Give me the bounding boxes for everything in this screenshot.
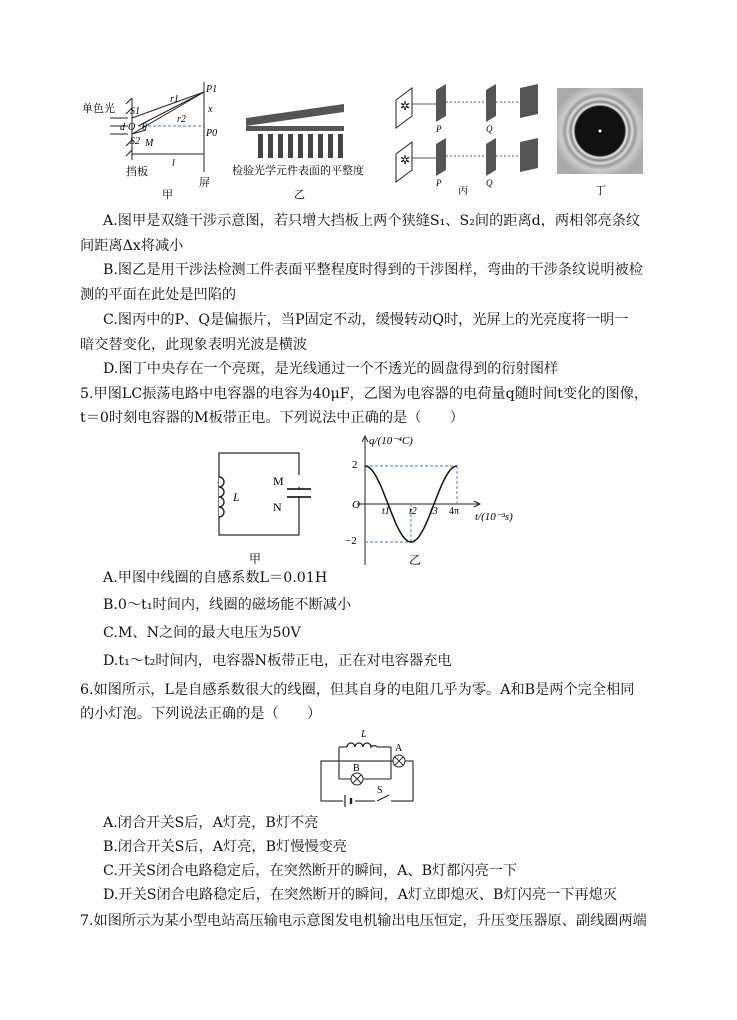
fig-jia-mono-light: 单色光 bbox=[82, 103, 115, 115]
fig-jia-m: M bbox=[145, 138, 154, 149]
q6-circuit-b: B bbox=[353, 763, 360, 774]
fig-jia-screen: 屏 bbox=[199, 177, 210, 189]
q6-stem-line1: 6.如图所示，L是自感系数很大的线圈，但其自身的电阻几乎为零。A和B是两个完全相同 bbox=[80, 682, 635, 698]
chart-xtick-4pi: 4π bbox=[449, 506, 460, 517]
fig-jia-x: x bbox=[208, 104, 213, 115]
q5-option-c: C.M、N之间的最大电压为50V bbox=[103, 625, 301, 641]
q6-circuit-s: S bbox=[377, 785, 383, 796]
chart-ytick-neg2: −2 bbox=[345, 535, 357, 547]
chart-xlabel: t/(10⁻³s) bbox=[475, 511, 513, 523]
q7-stem-line1: 7.如图所示为某小型电站高压输电示意图发电机输出电压恒定，升压变压器原、副线圈两端 bbox=[80, 913, 647, 929]
svg-text:✲: ✲ bbox=[400, 153, 411, 167]
q4-option-b-line2: 测的平面在此处是凹陷的 bbox=[80, 287, 237, 303]
figure-ding-poisson-spot bbox=[555, 86, 647, 200]
fig-jia-theta: θ bbox=[142, 122, 147, 133]
chart-ylabel: q/(10⁻⁴C) bbox=[369, 435, 413, 447]
q5-circuit-l: L bbox=[233, 490, 240, 504]
svg-text:✲: ✲ bbox=[400, 99, 411, 113]
q4-option-b-line1: B.图乙是用干涉法检测工件表面平整程度时得到的干涉图样，弯曲的干涉条纹说明被检 bbox=[103, 262, 643, 278]
q6-circuit-l: L bbox=[361, 729, 367, 740]
fig-jia-r1: r1 bbox=[170, 94, 179, 105]
q4-option-a-line2: 间距离Δx将减小 bbox=[80, 238, 184, 254]
q5-option-b: B.0～t₁时间内，线圈的磁场能不断减小 bbox=[103, 597, 352, 613]
q5-stem-line1: 5.甲图LC振荡电路中电容器的电容为40μF，乙图为电容器的电荷量q随时间t变化的图像， bbox=[80, 386, 649, 402]
q6-option-a: A.闭合开关S后，A灯亮，B灯不亮 bbox=[103, 815, 319, 831]
figure-jia-double-slit bbox=[82, 80, 222, 200]
chart-xtick-t1: t1 bbox=[382, 506, 390, 517]
q6-circuit bbox=[315, 727, 421, 807]
q5-option-a: A.甲图中线圈的自感系数L＝0.01H bbox=[103, 570, 328, 586]
fig-yi-caption: 乙 bbox=[294, 189, 305, 200]
q6-option-b: B.闭合开关S后，A灯亮，B灯慢慢变亮 bbox=[103, 839, 347, 855]
fig-jia-d: d bbox=[120, 122, 125, 133]
q4-option-c-line1: C.图丙中的P、Q是偏振片，当P固定不动，缓慢转动Q时，光屏上的光亮度将一明一 bbox=[103, 312, 629, 328]
fig-bing-caption: 丙 bbox=[458, 186, 468, 195]
q4-option-d: D.图丁中央存在一个亮斑，是光线通过一个不透光的圆盘得到的衍射图样 bbox=[103, 361, 559, 377]
fig-bing-p-bot: P bbox=[436, 178, 442, 188]
q5-qt-chart bbox=[335, 430, 525, 575]
fig-bing-q-bot: Q bbox=[486, 178, 493, 188]
fig-jia-r2: r2 bbox=[177, 114, 186, 125]
q5-lc-circuit bbox=[205, 445, 315, 570]
q6-option-c: C.开关S闭合电路稳定后，在突然断开的瞬间，A、B灯都闪亮一下 bbox=[103, 863, 518, 879]
q6-circuit-a: A bbox=[395, 743, 403, 754]
fig-jia-p0: P0 bbox=[206, 128, 218, 139]
chart-caption: 乙 bbox=[409, 553, 422, 567]
chart-xtick-t2: t2 bbox=[409, 506, 417, 517]
chart-ytick-origin: O bbox=[352, 499, 360, 511]
fig-jia-l: l bbox=[172, 158, 175, 169]
q5-option-d: D.t₁～t₂时间内，电容器N板带正电，正在对电容器充电 bbox=[103, 653, 452, 669]
fig-jia-baffle: 挡板 bbox=[126, 166, 148, 178]
q5-stem-line2: t＝0时刻电容器的M板带正电。下列说法中正确的是（ ） bbox=[80, 410, 464, 426]
figure-bing-polarizers bbox=[390, 80, 548, 195]
fig-jia-caption: 甲 bbox=[162, 189, 173, 200]
fig-yi-flatness-label: 检验光学元件表面的平整度 bbox=[232, 165, 364, 177]
q5-circuit-n: N bbox=[273, 500, 282, 514]
fig-jia-s1: S1 bbox=[130, 106, 140, 117]
fig-bing-p-top: P bbox=[436, 124, 442, 134]
q6-option-d: D.开关S闭合电路稳定后，在突然断开的瞬间，A灯立即熄灭、B灯闪亮一下再熄灭 bbox=[103, 887, 617, 903]
q5-circuit-caption: 甲 bbox=[249, 552, 262, 566]
fig-jia-o: O bbox=[128, 122, 136, 133]
q6-stem-line2: 的小灯泡。下列说法正确的是（ ） bbox=[80, 706, 322, 722]
fig-jia-s2: S2 bbox=[130, 136, 140, 147]
chart-ytick-2: 2 bbox=[352, 459, 358, 471]
q4-option-a-line1: A.图甲是双缝干涉示意图，若只增大挡板上两个狭缝S₁、S₂间的距离d，两相邻亮条纹 bbox=[103, 213, 641, 229]
fig-ding-caption: 丁 bbox=[595, 185, 606, 197]
chart-xtick-t3: t3 bbox=[430, 506, 438, 517]
q4-option-c-line2: 暗交替变化，此现象表明光波是横波 bbox=[80, 337, 308, 353]
figure-yi-flatness bbox=[232, 100, 382, 200]
fig-jia-p1: P1 bbox=[206, 84, 218, 95]
fig-bing-q-top: Q bbox=[486, 124, 493, 134]
q5-circuit-m: M bbox=[273, 474, 284, 488]
